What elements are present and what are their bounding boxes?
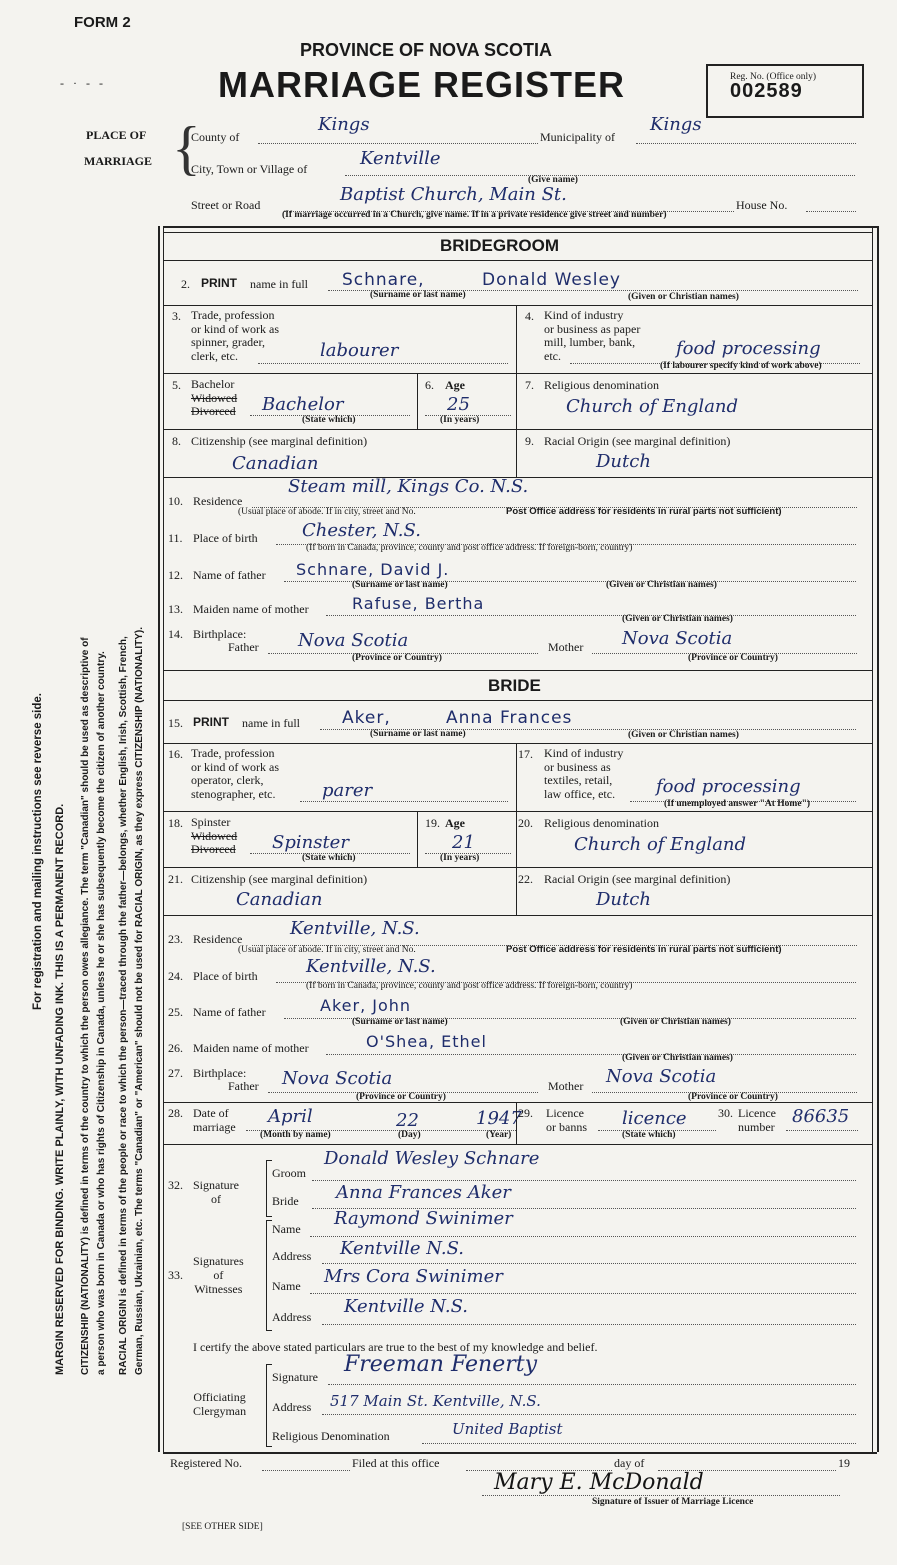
groom-bp-label: Birthplace: [193,627,247,641]
witness1-address: Kentville N.S. [340,1238,464,1259]
bride-trade-label: Trade, profession or kind of work as operator, clerk, stenographer, etc. [191,746,279,801]
bride-res-hint-b: Post Office address for residents in rural parts not sufficient) [506,944,782,955]
officiating-label: Officiating Clergyman [193,1390,247,1418]
date-n28: 28. [168,1106,183,1120]
bride-father: Aker, John [320,996,412,1015]
groom-cit-label: Citizenship (see marginal definition) [191,434,368,448]
bride-religion: Church of England [574,834,747,855]
certify-text: I certify the above stated particulars are true to the best of my knowledge and belief. [193,1340,598,1354]
bride-race-label: Racial Origin (see marginal definition) [544,872,731,886]
licno-n30: 30. [718,1106,733,1120]
bride-surname: Aker, [342,708,391,728]
issuer-label: Signature of Issuer of Marriage Licence [592,1497,754,1507]
groom-father: Schnare, David J. [296,560,450,579]
groom-father-given-hint: (Given or Christian names) [606,580,717,590]
bride-race: Dutch [596,889,651,910]
county-label: County of [191,130,240,144]
street-value: Baptist Church, Main St. [340,184,567,205]
sig-groom-label: Groom [272,1166,306,1180]
bride-mother-given-hint: (Given or Christian names) [622,1053,733,1063]
clergy-denomination: United Baptist [452,1420,563,1438]
groom-name-label: name in full [250,277,308,291]
groom-citizenship: Canadian [232,453,319,474]
bride-age-hint: (In years) [440,853,480,863]
date-label: Date of marriage [193,1106,236,1134]
licence-number: 86635 [792,1106,850,1127]
sig-n32: 32. [168,1178,183,1192]
groom-bp-father-hint: (Province or Country) [352,653,442,663]
groom-res-hint: (Usual place of abode. If in city, street and No. [238,507,416,517]
registered-no-label: Registered No. [170,1456,242,1470]
margin-racial-1: RACIAL ORIGIN is defined in terms of the people or race to which the person—traced through the father—belongs, whether English, Irish, Scottish, French, [118,636,129,1375]
groom-n8: 8. [172,434,181,448]
groom-residence: Steam mill, Kings Co. N.S. [288,476,529,497]
bride-name-label: name in full [242,716,300,730]
groom-given-hint: (Given or Christian names) [628,292,739,302]
year-prefix: 19 [838,1456,850,1470]
margin-instructions: For registration and mailing instructions see reverse side. [32,693,44,1010]
bride-res-hint: (Usual place of abode. If in city, street and No. [238,945,416,955]
bride-n24: 24. [168,969,183,983]
bride-age-label: Age [445,816,465,830]
bride-rel-label: Religious denomination [544,816,659,830]
bride-surname-hint: (Surname or last name) [370,729,466,739]
w1-name-label: Name [272,1222,301,1236]
bride-mother-label: Maiden name of mother [193,1041,309,1055]
groom-pob: Chester, N.S. [302,520,421,541]
municipality-label: Municipality of [540,130,615,144]
clergy-signature: Freeman Fenerty [344,1352,538,1377]
month-hint: (Month by name) [260,1130,331,1140]
wit-n33: 33. [168,1268,183,1282]
street-label: Street or Road [191,198,261,212]
place-label: PLACE OF [86,128,147,142]
groom-age-label: Age [445,378,465,392]
groom-status-hint: (State which) [302,415,356,425]
bride-father-given-hint: (Given or Christian names) [620,1017,731,1027]
w2-name-label: Name [272,1279,301,1293]
groom-bp-mother-label: Mother [548,640,584,654]
bride-res-label: Residence [193,932,243,946]
bride-trade: parer [322,780,373,801]
groom-rel-label: Religious denomination [544,378,659,392]
groom-n3: 3. [172,309,181,323]
bride-n16: 16. [168,747,183,761]
clergy-sig-label: Signature [272,1370,318,1384]
bride-bp-father: Nova Scotia [282,1068,393,1089]
lic-n29: 29. [518,1106,533,1120]
witness2-address: Kentville N.S. [344,1296,468,1317]
lic-hint: (State which) [622,1130,676,1140]
form-number: FORM 2 [74,14,131,31]
bride-n17: 17. [518,747,533,761]
clergy-address-label: Address [272,1400,312,1414]
margin-citizenship-2: a person who was born in Canada or who has rights of Citizenship in Canada, unless he or she has subsequently become the citizen of another country. [96,651,107,1375]
county-value: Kings [318,114,370,135]
filed-label: Filed at this office [352,1456,440,1470]
place-brace: { [172,115,201,181]
groom-res-hint-b: Post Office address for residents in rural parts not sufficient) [506,506,782,517]
bride-residence: Kentville, N.S. [290,918,420,939]
groom-n14: 14. [168,627,183,641]
groom-age-hint: (In years) [440,415,480,425]
margin-citizenship-1: CITIZENSHIP (NATIONALITY) is defined in terms of the country to which the person owes allegiance. The term "Canadian" should be used as descriptive of [80,637,91,1375]
bride-given-hint: (Given or Christian names) [628,730,739,740]
day-hint: (Day) [398,1130,421,1140]
bride-status-hint: (State which) [302,853,356,863]
bride-industry-hint: (If unemployed answer "At Home") [664,799,811,809]
bride-n22: 22. [518,872,533,886]
groom-pob-hint: (If born in Canada, province, county and post office address. If foreign-born, country) [306,543,633,553]
sig-label: Signature of [193,1178,239,1206]
house-label: House No. [736,198,788,212]
city-label: City, Town or Village of [191,162,308,176]
groom-n9: 9. [525,434,534,448]
bride-given: Anna Frances [446,708,573,728]
groom-n6: 6. [425,378,434,392]
licno-label: Licence number [738,1106,776,1134]
bride-age: 21 [452,832,475,853]
bride-bp-mother-hint: (Province or Country) [688,1092,778,1102]
marriage-year: 1947 [476,1108,522,1129]
bride-bp-father-label: Father [228,1079,259,1093]
bride-father-surname-hint: (Surname or last name) [352,1017,448,1027]
bride-pob-label: Place of birth [193,969,258,983]
groom-n2: 2. [181,277,190,291]
groom-status: Bachelor [262,394,344,415]
reg-no-box [706,64,864,118]
margin-racial-2: German, Russian, Ukrainian, etc. The terms "Canadian" or "American" should not be used for RACIAL ORIGIN, as they express CITIZENSHIP (NATIONALITY). [134,626,145,1375]
witness1-name: Raymond Swinimer [334,1208,513,1229]
issuer-signature: Mary E. McDonald [494,1470,704,1495]
street-note: (If marriage occurred in a Church, give name. If in a private residence give street and number) [282,210,667,220]
reg-no-label: Reg. No. (Office only) [730,72,817,82]
groom-n11: 11. [168,531,183,545]
groom-n12: 12. [168,568,183,582]
groom-race: Dutch [596,451,651,472]
bride-heading: BRIDE [488,676,541,695]
give-name-hint: (Give name) [528,175,578,185]
bride-print: PRINT [193,715,229,729]
groom-surname-hint: (Surname or last name) [370,290,466,300]
page-title: MARRIAGE REGISTER [218,64,626,105]
groom-signature: Donald Wesley Schnare [324,1148,540,1169]
groom-industry-label: Kind of industry or business as paper mill, lumber, bank, etc. [544,308,641,363]
groom-given: Donald Wesley [482,270,621,290]
groom-father-surname-hint: (Surname or last name) [352,580,448,590]
bride-pob-hint: (If born in Canada, province, county and post office address. If foreign-born, country) [306,981,633,991]
bride-n21: 21. [168,872,183,886]
bride-citizenship: Canadian [236,889,323,910]
wit-label: Signatures of Witnesses [193,1254,244,1296]
bride-industry-label: Kind of industry or business as textiles, retail, law office, etc. [544,746,624,801]
margin-binding: MARGIN RESERVED FOR BINDING. WRITE PLAINLY, WITH UNFADING INK. THIS IS A PERMANENT RECORD. [54,803,66,1375]
bride-industry: food processing [656,776,801,797]
groom-print: PRINT [201,276,237,290]
municipality-value: Kings [650,114,702,135]
marriage-month: April [268,1106,313,1127]
groom-mother-label: Maiden name of mother [193,602,309,616]
groom-heading: BRIDEGROOM [440,236,559,255]
bride-n20: 20. [518,816,533,830]
witness2-name: Mrs Cora Swinimer [324,1266,503,1287]
dash-mark: - · - - [60,76,106,90]
groom-n4: 4. [525,309,534,323]
groom-bp-mother-hint: (Province or Country) [688,653,778,663]
city-value: Kentville [360,148,441,169]
groom-n13: 13. [168,602,183,616]
bride-mother: O'Shea, Ethel [366,1032,487,1051]
groom-trade-label: Trade, profession or kind of work as spinner, grader, clerk, etc. [191,308,279,363]
groom-industry-hint: (If labourer specify kind of work above) [660,361,822,371]
groom-n7: 7. [525,378,534,392]
bride-n23: 23. [168,932,183,946]
bride-bp-label: Birthplace: [193,1066,247,1080]
groom-res-label: Residence [193,494,243,508]
groom-industry: food processing [676,338,821,359]
bride-n19: 19. [425,816,440,830]
groom-father-label: Name of father [193,568,266,582]
groom-age: 25 [447,394,470,415]
licence-or-banns: licence [622,1108,687,1129]
marriage-day: 22 [396,1110,419,1131]
groom-surname: Schnare, [342,270,425,290]
w1-address-label: Address [272,1249,312,1263]
bride-bp-father-hint: (Province or Country) [356,1092,446,1102]
bride-cit-label: Citizenship (see marginal definition) [191,872,368,886]
province-title: PROVINCE OF NOVA SCOTIA [300,40,553,60]
bride-status-label: Spinster Widowed Divorced [191,815,238,856]
groom-n10: 10. [168,494,183,508]
clergy-denom-label: Religious Denomination [272,1429,390,1443]
clergy-address: 517 Main St. Kentville, N.S. [330,1392,541,1410]
groom-mother: Rafuse, Bertha [352,594,485,613]
bride-bp-mother-label: Mother [548,1079,584,1093]
groom-status-label: Bachelor Widowed Divorced [191,377,238,418]
groom-mother-given-hint: (Given or Christian names) [622,614,733,624]
bride-n25: 25. [168,1005,183,1019]
bride-n27: 27. [168,1066,183,1080]
bride-n18: 18. [168,816,183,830]
w2-address-label: Address [272,1310,312,1324]
groom-trade: labourer [320,340,399,361]
reg-no-value: 002589 [730,80,803,102]
bride-signature: Anna Frances Aker [336,1182,511,1203]
bride-n26: 26. [168,1041,183,1055]
groom-religion: Church of England [566,396,739,417]
marriage-label: MARRIAGE [84,154,152,168]
bride-pob: Kentville, N.S. [306,956,436,977]
sig-bride-label: Bride [272,1194,299,1208]
bride-father-label: Name of father [193,1005,266,1019]
groom-race-label: Racial Origin (see marginal definition) [544,434,731,448]
lic-label: Licence or banns [546,1106,587,1134]
groom-bp-father: Nova Scotia [298,630,409,651]
bride-n15: 15. [168,716,183,730]
groom-bp-father-label: Father [228,640,259,654]
see-other-side: [SEE OTHER SIDE] [182,1522,263,1532]
day-of-label: day of [614,1456,645,1470]
groom-n5: 5. [172,378,181,392]
bride-status: Spinster [272,832,349,853]
bride-bp-mother: Nova Scotia [606,1066,717,1087]
groom-pob-label: Place of birth [193,531,258,545]
groom-bp-mother: Nova Scotia [622,628,733,649]
year-hint: (Year) [486,1130,512,1140]
